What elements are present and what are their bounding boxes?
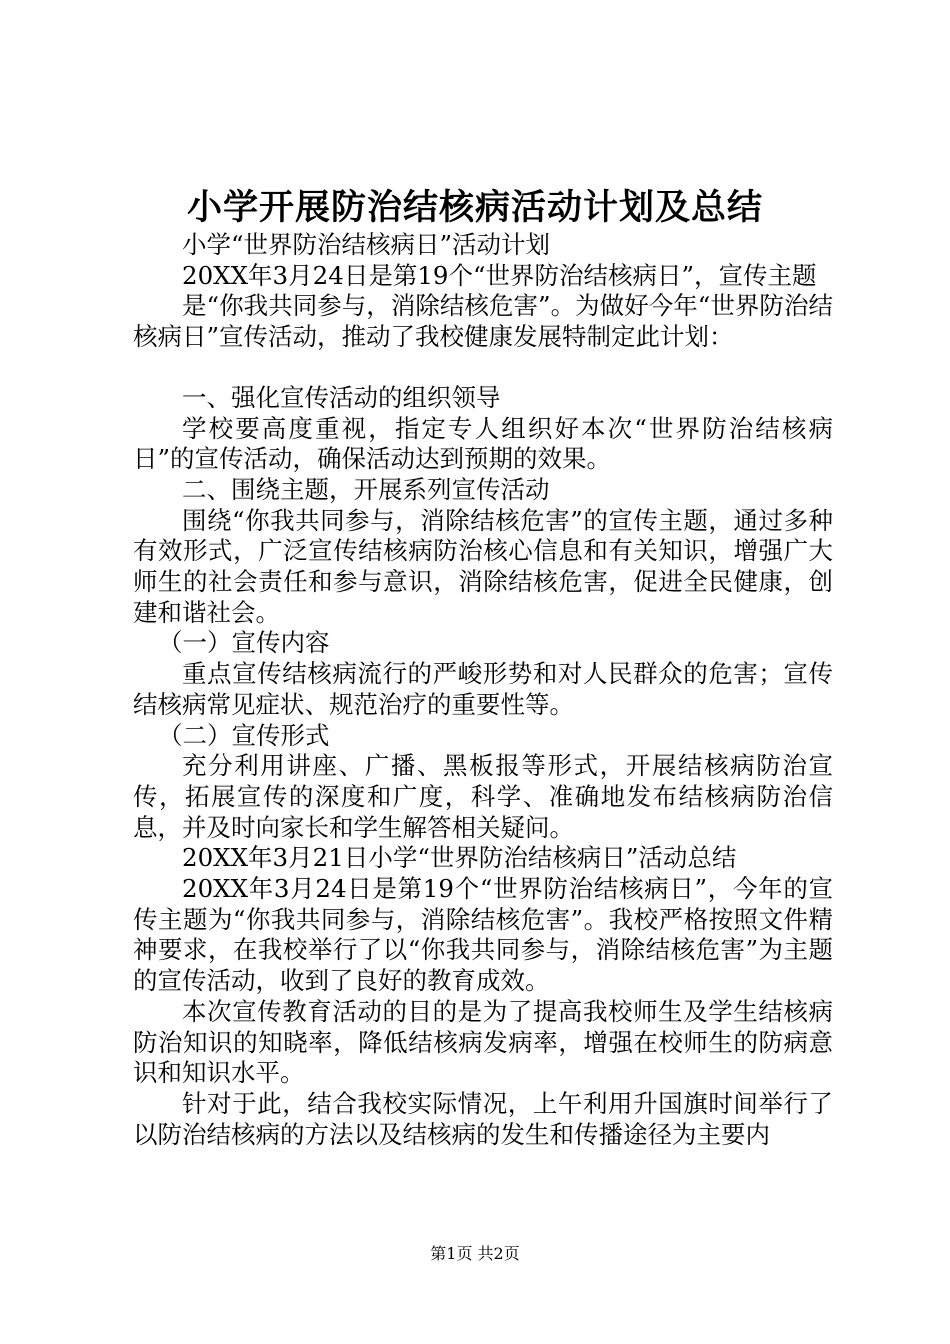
- paragraph-section-2: 围绕“你我共同参与，消除结核危害”的宣传主题，通过多种有效形式，广泛宣传结核病防治核心信息和有关知识，增强广大师生的社会责任和参与意识，消除结核危害，促进全民健康，创建和谐社会。: [133, 505, 833, 627]
- page-number-footer: 第1页 共2页: [430, 1244, 520, 1263]
- document-title: 小学开展防治结核病活动计划及总结: [186, 187, 763, 228]
- section-heading-1: 一、强化宣传活动的组织领导: [182, 382, 501, 412]
- paragraph-theme-purpose: 是“你我共同参与，消除结核危害”。为做好今年“世界防治结核病日”宣传活动，推动了我校健康发展特制定此计划：: [133, 291, 833, 352]
- plan-heading: 小学“世界防治结核病日”活动计划: [182, 230, 551, 259]
- paragraph-content: 重点宣传结核病流行的严峻形势和对人民群众的危害；宣传结核病常见症状、规范治疗的重要性等。: [133, 659, 833, 719]
- paragraph-date-theme: 20XX年3月24日是第19个“世界防治结核病日”，宣传主题: [182, 260, 817, 290]
- section-heading-2: 二、围绕主题，开展系列宣传活动: [182, 474, 550, 504]
- paragraph-section-1: 学校要高度重视，指定专人组织好本次“世界防治结核病日”的宣传活动，确保活动达到预期的效果。: [133, 413, 833, 474]
- paragraph-summary-activity: 针对于此，结合我校实际情况，上午利用升国旗时间举行了以防治结核病的方法以及结核病的发生和传播途径为主要内: [133, 1088, 833, 1149]
- paragraph-summary-purpose: 本次宣传教育活动的目的是为了提高我校师生及学生结核病防治知识的知晓率，降低结核病发病率，增强在校师生的防病意识和知识水平。: [133, 996, 833, 1088]
- paragraph-form: 充分利用讲座、广播、黑板报等形式，开展结核病防治宣传，拓展宣传的深度和广度，科学、准确地发布结核病防治信息，并及时向家长和学生解答相关疑问。: [133, 751, 833, 842]
- paragraph-summary-intro: 20XX年3月24日是第19个“世界防治结核病日”，今年的宣传主题为“你我共同参与，消除结核危害”。我校严格按照文件精神要求，在我校举行了以“你我共同参与，消除结核危害”为主题的宣传活动，收到了良好的教育成效。: [133, 874, 833, 996]
- subsection-heading-content: （一）宣传内容: [158, 628, 330, 658]
- summary-heading: 20XX年3月21日小学“世界防治结核病日”活动总结: [182, 843, 737, 873]
- subsection-heading-form: （二）宣传形式: [158, 720, 330, 750]
- document-body: [133, 230, 833, 1150]
- paragraph-spacer: [133, 353, 833, 383]
